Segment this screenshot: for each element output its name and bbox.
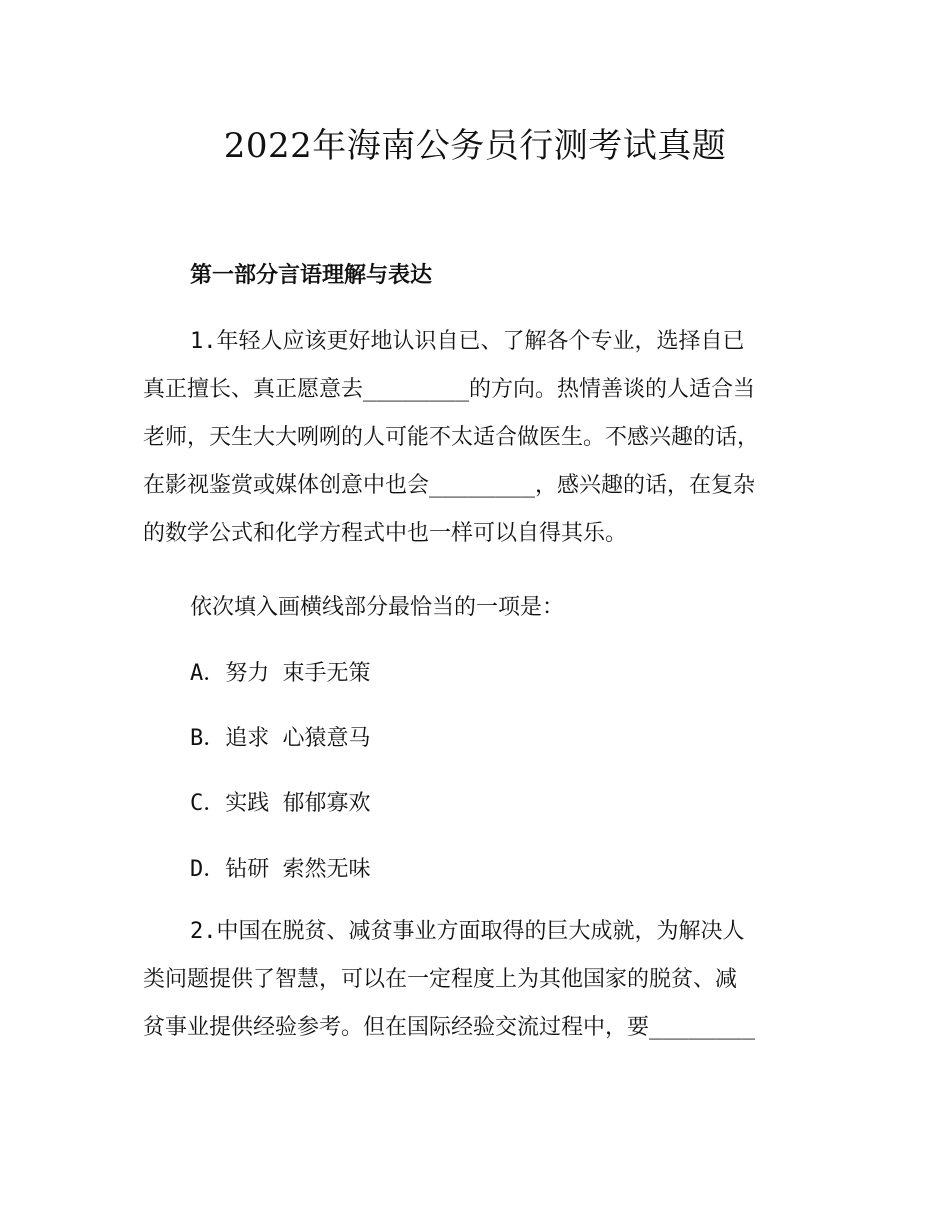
question-1-line: 的数学公式和化学方程式中也一样可以自得其乐。 (143, 521, 628, 546)
question-1-prompt: 依次填入画横线部分最恰当的一项是： (190, 595, 565, 620)
option-b: B．追求 心猿意马 (190, 726, 371, 751)
option-c: C．实践 郁郁寡欢 (190, 791, 371, 816)
section-heading: 第一部分言语理解与表达 (190, 263, 433, 288)
question-1-line: 在影视鉴赏或媒体创意中也会________，感兴趣的话，在复杂 (143, 473, 755, 498)
question-2-line: 贫事业提供经验参考。但在国际经验交流过程中，要________ (143, 1015, 755, 1040)
question-1-line: 真正擅长、真正愿意去________的方向。热情善谈的人适合当 (143, 377, 755, 402)
question-1-line: 1.年轻人应该更好地认识自已、了解各个专业，选择自已 (190, 329, 745, 354)
document-title: 2022年海南公务员行测考试真题 (223, 126, 727, 166)
question-1-stem (143, 318, 823, 558)
question-2-line: 类问题提供了智慧，可以在一定程度上为其他国家的脱贫、减 (143, 967, 738, 992)
question-2-line: 2.中国在脱贫、减贫事业方面取得的巨大成就，为解决人 (190, 919, 745, 944)
option-d: D．钻研 索然无味 (190, 857, 371, 882)
question-1-line: 老师，天生大大咧咧的人可能不太适合做医生。不感兴趣的话， (143, 425, 760, 450)
option-a: A．努力 束手无策 (190, 661, 371, 686)
question-2-stem (143, 908, 823, 1052)
